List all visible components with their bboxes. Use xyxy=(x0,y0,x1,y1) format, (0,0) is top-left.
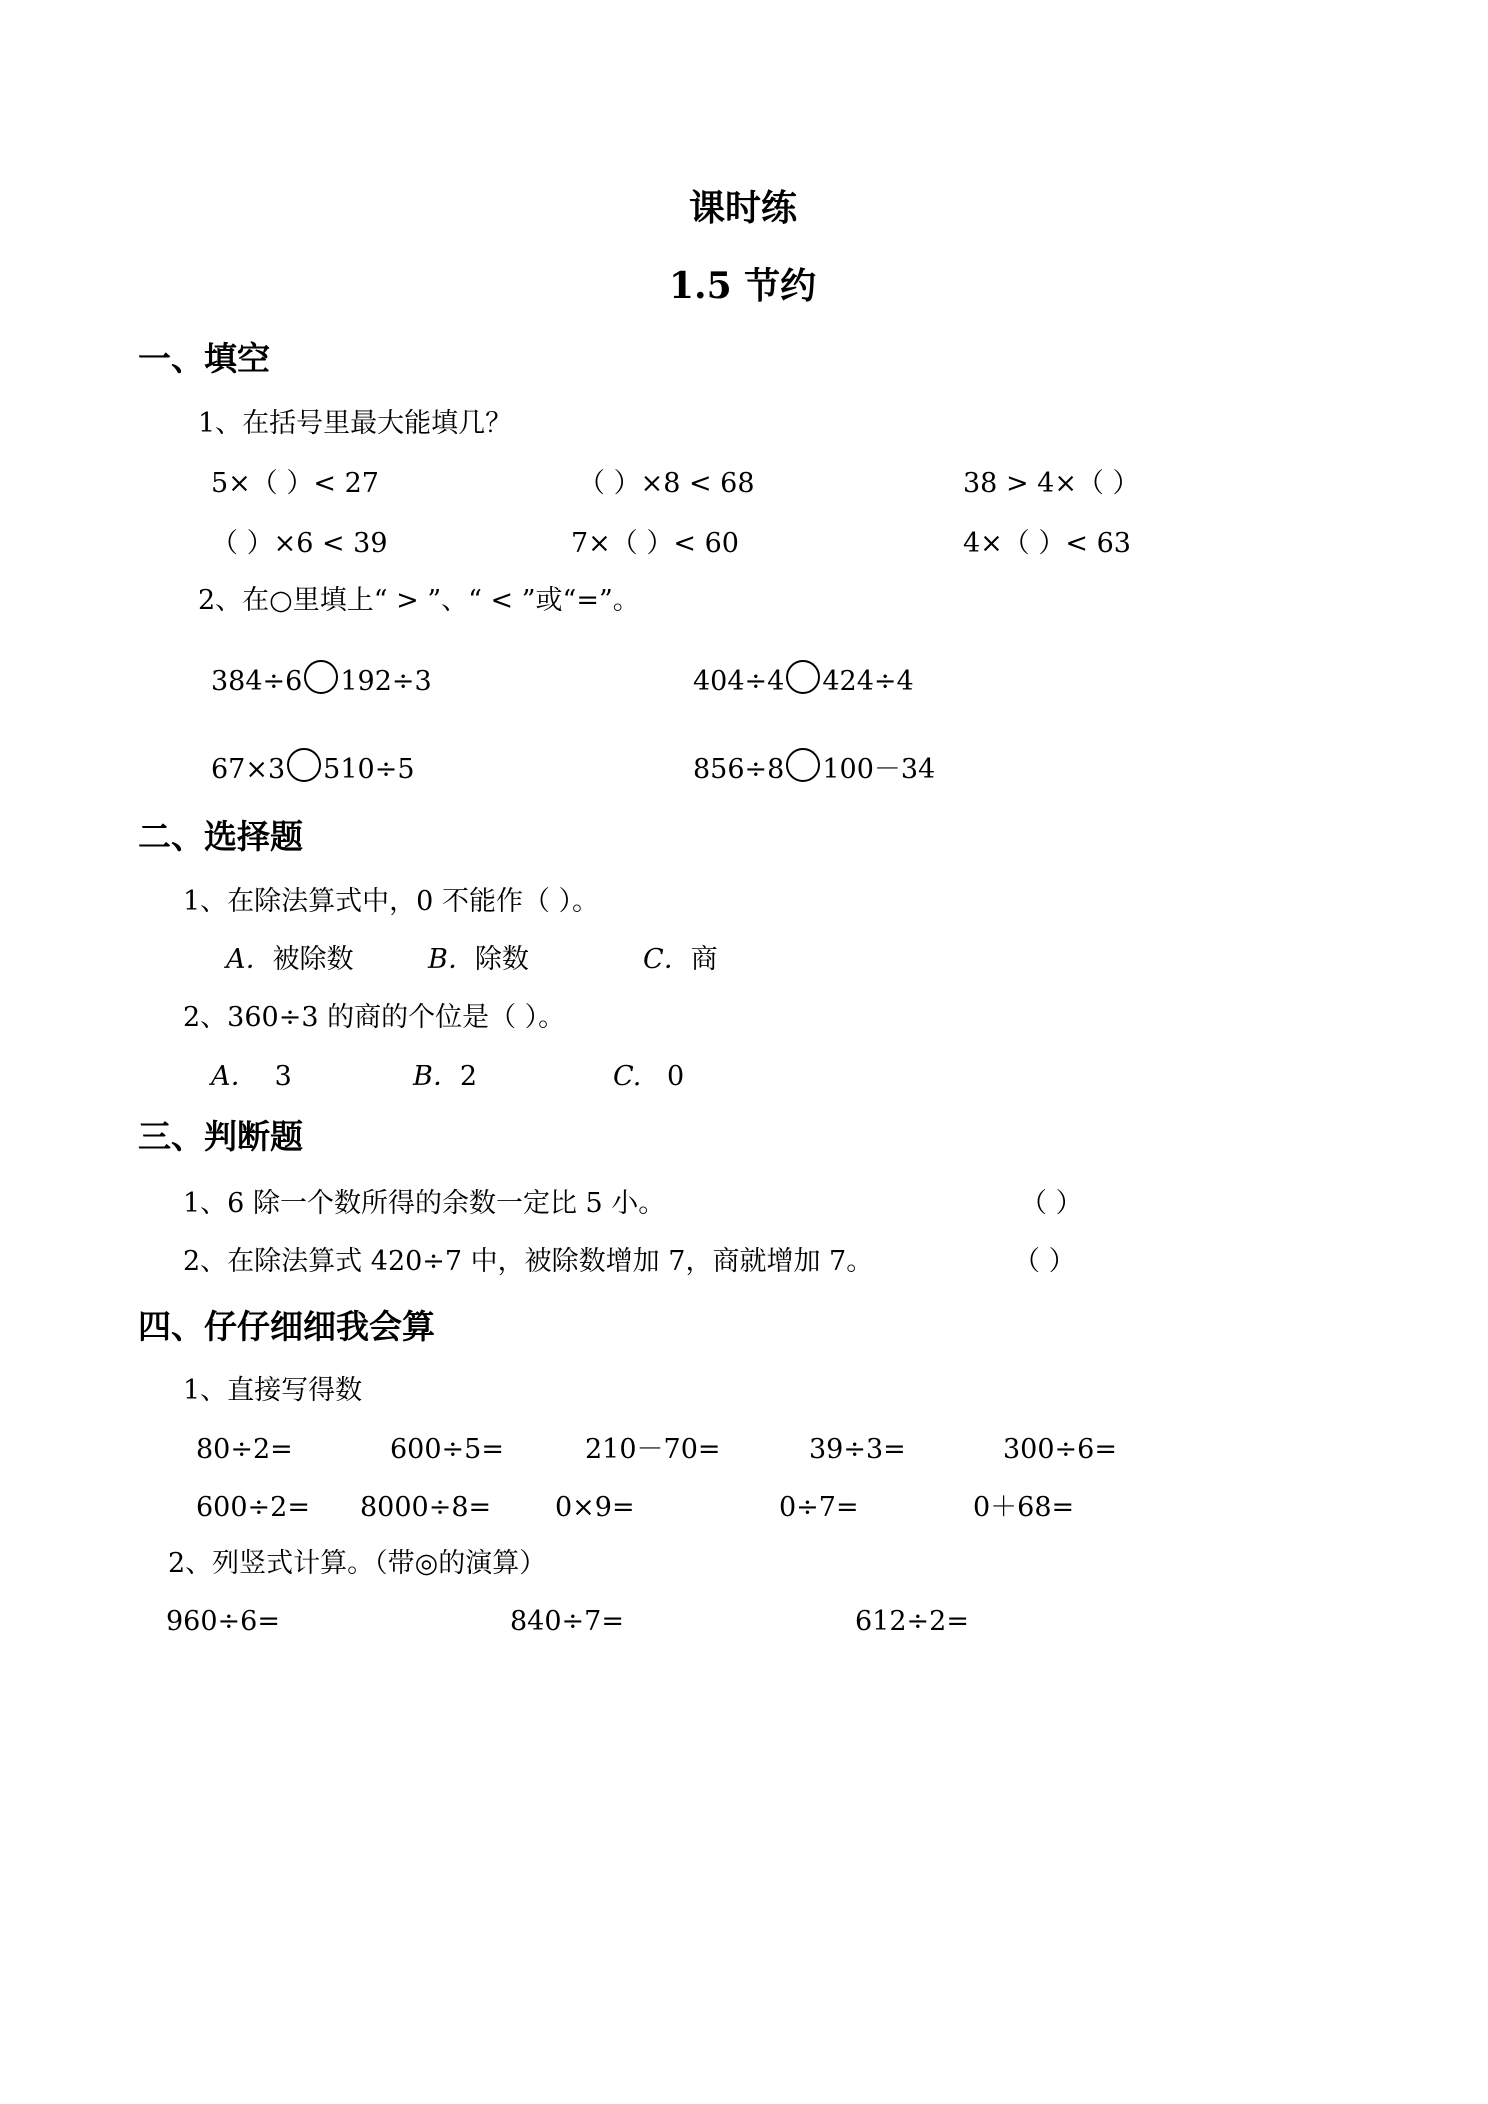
option-text: 3 xyxy=(274,1061,292,1092)
option-c[interactable] xyxy=(613,1063,684,1090)
option-letter: B． xyxy=(428,944,475,975)
calc-item: 8000÷8= xyxy=(360,1492,492,1523)
calc-item: 300÷6= xyxy=(1003,1434,1117,1465)
calc-item: 0×9= xyxy=(555,1492,635,1523)
option-text: 2 xyxy=(459,1061,478,1092)
answer-circle[interactable] xyxy=(287,748,321,782)
page-title: 课时练 xyxy=(689,187,798,229)
question-label: 1、在除法算式中，0 不能作（ ）。 xyxy=(183,886,600,917)
inequality-item: （ ）×8 < 68 xyxy=(578,468,755,499)
compare-item xyxy=(211,748,415,783)
option-text: 除数 xyxy=(474,944,529,975)
inequality-item: 4×（ ）< 63 xyxy=(963,528,1131,559)
answer-bracket[interactable]: （ ） xyxy=(1020,1188,1083,1219)
option-a[interactable] xyxy=(211,1063,292,1090)
answer-circle[interactable] xyxy=(304,660,338,694)
option-text: 被除数 xyxy=(272,944,354,975)
answer-circle[interactable] xyxy=(786,748,820,782)
option-text: 0 xyxy=(667,1061,685,1092)
compare-left: 856÷8 xyxy=(693,754,785,785)
option-letter: C. xyxy=(613,1061,642,1092)
option-letter: B． xyxy=(413,1061,460,1092)
option-a[interactable] xyxy=(226,946,354,973)
section-heading-fill-blank: 一、填空 xyxy=(138,339,270,378)
compare-left: 67×3 xyxy=(211,754,286,785)
calc-item: 0＋68= xyxy=(973,1492,1075,1523)
inequality-item: （ ）×6 < 39 xyxy=(211,528,388,559)
question-label: 2、在○里填上“ > ”、“ < ”或“=”。 xyxy=(198,585,640,616)
inequality-item: 38 > 4×（ ） xyxy=(963,468,1140,499)
statement-label: 2、在除法算式 420÷7 中，被除数增加 7，商就增加 7。 xyxy=(183,1246,874,1277)
option-letter: A． xyxy=(226,944,273,975)
option-letter: A． xyxy=(211,1061,258,1092)
compare-right: 192÷3 xyxy=(340,666,432,697)
calc-item: 0÷7= xyxy=(779,1492,859,1523)
option-text: 商 xyxy=(690,944,718,975)
section-heading-choice: 二、选择题 xyxy=(138,817,303,856)
compare-left: 404÷4 xyxy=(693,666,785,697)
inequality-item: 7×（ ）< 60 xyxy=(571,528,739,559)
answer-circle[interactable] xyxy=(786,660,820,694)
compare-left: 384÷6 xyxy=(211,666,303,697)
calc-item: 80÷2= xyxy=(196,1434,293,1465)
vertical-calc-item: 840÷7= xyxy=(510,1606,624,1637)
compare-right: 100－34 xyxy=(822,754,936,785)
inequality-item: 5×（ ）< 27 xyxy=(211,468,379,499)
answer-bracket[interactable]: （ ） xyxy=(1013,1246,1076,1277)
calc-item: 210－70= xyxy=(585,1434,721,1465)
calc-item: 600÷5= xyxy=(390,1434,504,1465)
compare-right: 424÷4 xyxy=(822,666,914,697)
option-b[interactable] xyxy=(428,946,529,973)
section-heading-calculation: 四、仔仔细细我会算 xyxy=(138,1307,435,1346)
compare-right: 510÷5 xyxy=(323,754,415,785)
question-label: 2、列竖式计算。（带◎的演算） xyxy=(168,1548,547,1579)
lesson-subtitle: 1.5 节约 xyxy=(669,265,817,307)
compare-item xyxy=(693,748,935,783)
vertical-calc-item: 960÷6= xyxy=(166,1606,280,1637)
statement-label: 1、6 除一个数所得的余数一定比 5 小。 xyxy=(183,1188,666,1219)
calc-item: 39÷3= xyxy=(809,1434,906,1465)
question-label: 1、在括号里最大能填几？ xyxy=(198,408,513,439)
compare-item xyxy=(211,660,432,695)
question-label: 2、360÷3 的商的个位是（ ）。 xyxy=(183,1002,566,1033)
question-label: 1、直接写得数 xyxy=(183,1375,363,1406)
option-letter: C． xyxy=(643,944,691,975)
vertical-calc-item: 612÷2= xyxy=(855,1606,969,1637)
option-b[interactable] xyxy=(413,1063,477,1090)
calc-item: 600÷2= xyxy=(196,1492,310,1523)
section-heading-true-false: 三、判断题 xyxy=(138,1117,303,1156)
compare-item xyxy=(693,660,914,695)
option-c[interactable] xyxy=(643,946,718,973)
